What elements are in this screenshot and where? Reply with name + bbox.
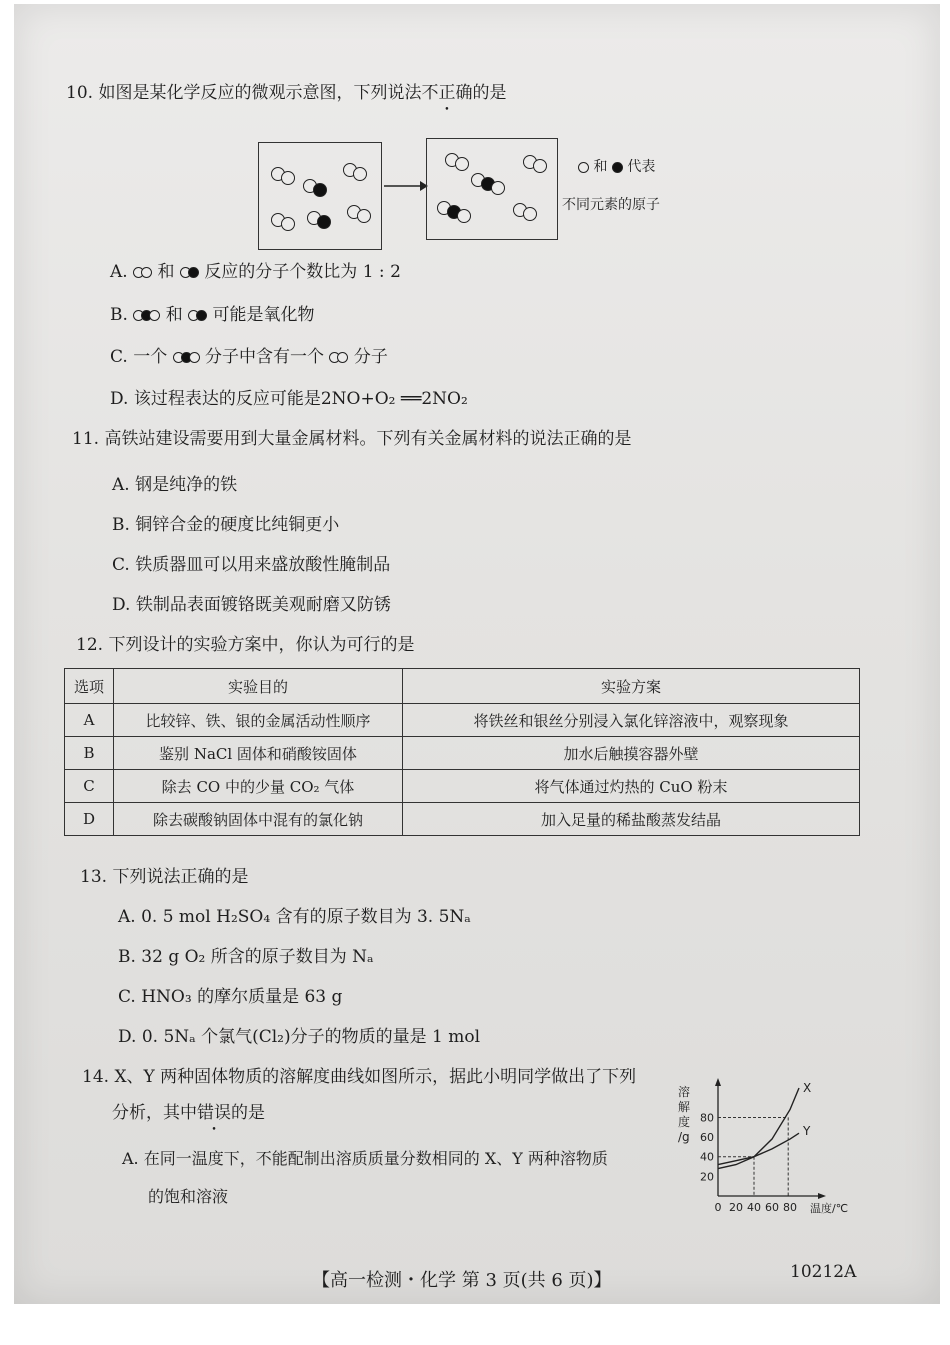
q10-b-text: 可能是氧化物 <box>212 305 315 325</box>
solubility-chart <box>672 1078 860 1218</box>
q14-stem-line2 <box>112 1098 265 1123</box>
q10-b-and: 和 <box>165 305 183 325</box>
table-row <box>65 704 860 737</box>
q10-stem <box>66 78 506 103</box>
q11-option-b: B. 铜锌合金的硬度比纯铜更小 <box>112 515 340 535</box>
col-plan: 实验方案 <box>403 669 860 704</box>
white-atom-icon <box>578 162 589 173</box>
diagram-legend <box>578 156 655 176</box>
q10-stem-end: 的是 <box>472 83 507 103</box>
q10-c-text: 分子中含有一个 <box>205 347 325 367</box>
q14-stem2-pre: 分析，其中 <box>112 1103 197 1123</box>
q10-option-c <box>110 342 388 367</box>
q10-option-a <box>110 257 401 282</box>
q11-option-a: A. 钢是纯净的铁 <box>112 475 238 495</box>
x-tick-label: 0 <box>714 1201 722 1214</box>
experiment-table <box>64 668 860 836</box>
row-plan: 将气体通过灼热的 CuO 粉末 <box>403 770 860 803</box>
black-atom-icon <box>188 267 199 278</box>
y-tick-label: 60 <box>700 1131 714 1145</box>
q10-a-label: A. <box>110 262 128 282</box>
row-purpose: 除去 CO 中的少量 CO₂ 气体 <box>114 770 403 803</box>
reaction-arrow <box>382 178 428 194</box>
q13-stem: 13. 下列说法正确的是 <box>80 867 249 887</box>
series-label-y: Y <box>803 1124 811 1139</box>
q11-option-d: D. 铁制品表面镀铬既美观耐磨又防锈 <box>112 595 391 615</box>
y-tick-label: 80 <box>700 1111 714 1125</box>
series-line-y <box>718 1133 799 1164</box>
row-purpose: 除去碳酸钠固体中混有的氯化钠 <box>114 803 403 836</box>
q10-c-label: C. 一个 <box>110 347 168 367</box>
col-option: 选项 <box>65 669 114 704</box>
chart-series <box>718 1081 811 1169</box>
q10-a-text: 反应的分子个数比为 1 : 2 <box>204 262 401 282</box>
q14-option-a-line2: 的饱和溶液 <box>148 1187 229 1206</box>
q14-option-a-line1: A. 在同一温度下，不能配制出溶质质量分数相同的 X、Y 两种溶物质 <box>122 1149 608 1168</box>
legend-and: 和 <box>593 159 608 175</box>
col-purpose: 实验目的 <box>114 669 403 704</box>
q11-stem: 11. 高铁站建设需要用到大量金属材料。下列有关金属材料的说法正确的是 <box>72 429 632 449</box>
white-atom-icon <box>141 267 152 278</box>
q13-option-d: D. 0. 5Nₐ 个氯气(Cl₂)分子的物质的量是 1 mol <box>118 1027 481 1047</box>
series-label-x: X <box>803 1081 812 1095</box>
table-row <box>65 737 860 770</box>
x-axis-arrow <box>818 1193 826 1199</box>
q14-stem-line1: 14. X、Y 两种固体物质的溶解度曲线如图所示，据此小明同学做出了下列 <box>82 1067 637 1087</box>
y-tick-label: 40 <box>700 1150 714 1164</box>
row-label: B <box>65 737 114 770</box>
q10-b-label: B. <box>110 305 128 325</box>
q10-stem-text: 10. 如图是某化学反应的微观示意图，下列说法 <box>66 83 422 103</box>
y-tick-label: 20 <box>700 1170 714 1184</box>
q12-stem: 12. 下列设计的实验方案中，你认为可行的是 <box>76 635 415 655</box>
white-atom-icon <box>337 352 348 363</box>
chart-ticks <box>700 1111 797 1214</box>
q14-stem2-end: 的是 <box>231 1103 265 1123</box>
q11-option-c: C. 铁质器皿可以用来盛放酸性腌制品 <box>112 555 391 575</box>
q13-option-c: C. HNO₃ 的摩尔质量是 63 g <box>118 987 343 1007</box>
row-label: D <box>65 803 114 836</box>
table-row <box>65 770 860 803</box>
row-plan: 加入足量的稀盐酸蒸发结晶 <box>403 803 860 836</box>
q14-emphasis: 错误 <box>197 1103 231 1123</box>
row-purpose: 比较锌、铁、银的金属活动性顺序 <box>114 704 403 737</box>
chart-xlabel: 温度/℃ <box>810 1202 849 1215</box>
q10-option-b <box>110 300 315 325</box>
reactants-box <box>258 142 382 250</box>
row-plan: 将铁丝和银丝分别浸入氯化锌溶液中，观察现象 <box>403 704 860 737</box>
legend-line2: 不同元素的原子 <box>562 197 660 213</box>
black-atom-icon <box>612 162 623 173</box>
q13-option-a: A. 0. 5 mol H₂SO₄ 含有的原子数目为 3. 5Nₐ <box>118 907 471 927</box>
table-row <box>65 803 860 836</box>
page-footer: 【高一检测・化学 第 3 页(共 6 页)】 <box>312 1270 612 1291</box>
q10-option-d: D. 该过程表达的反应可能是2NO+O₂ ══2NO₂ <box>110 389 468 409</box>
x-tick-label: 60 <box>765 1201 779 1214</box>
paper-code: 10212A <box>790 1262 857 1282</box>
products-box <box>426 138 558 240</box>
row-label: C <box>65 770 114 803</box>
x-tick-label: 20 <box>729 1201 743 1214</box>
table-header-row <box>65 669 860 704</box>
chart-ylabel: 溶解度/g <box>678 1085 691 1144</box>
q10-c-end: 分子 <box>353 347 388 367</box>
row-plan: 加水后触摸容器外壁 <box>403 737 860 770</box>
y-axis-arrow <box>715 1078 721 1086</box>
black-atom-icon <box>196 310 207 321</box>
q13-option-b: B. 32 g O₂ 所含的原子数目为 Nₐ <box>118 947 374 967</box>
row-label: A <box>65 704 114 737</box>
q10-a-and: 和 <box>157 262 175 282</box>
chart-axes <box>715 1078 826 1199</box>
white-atom-icon <box>189 352 200 363</box>
q10-emphasis: 不正确 <box>421 83 473 103</box>
legend-represent: 代表 <box>627 159 656 175</box>
white-atom-icon <box>149 310 160 321</box>
row-purpose: 鉴别 NaCl 固体和硝酸铵固体 <box>114 737 403 770</box>
x-tick-label: 80 <box>783 1201 797 1214</box>
x-tick-label: 40 <box>747 1201 761 1214</box>
